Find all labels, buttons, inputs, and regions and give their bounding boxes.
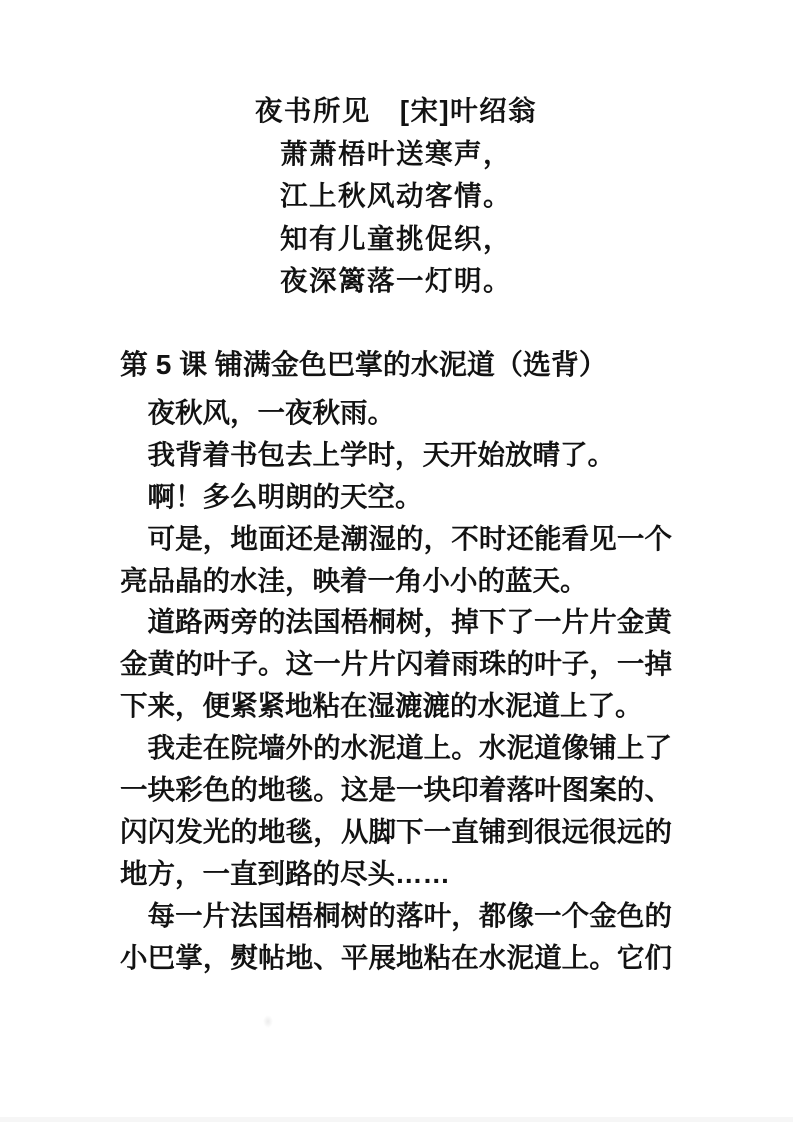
- text-line: 我背着书包去上学时，天开始放晴了。: [147, 438, 615, 470]
- text-line: 小巴掌，熨帖地、平展地粘在水泥道上。它们: [120, 941, 672, 973]
- text-line: 啊！多么明朗的天空。: [147, 480, 423, 512]
- text-line: 亮品晶的水洼，映着一角小小的蓝天。: [120, 564, 588, 596]
- text-line: 一块彩色的地毯。这是一块印着落叶图案的、: [120, 774, 672, 806]
- poem-block: [120, 90, 672, 303]
- page-bottom-edge: [0, 1117, 793, 1122]
- lesson-body: [120, 392, 672, 978]
- text-line: 可是，地面还是潮湿的，不时还能看见一个: [147, 522, 672, 554]
- text-line: 道路两旁的法国梧桐树，掉下了一片片金黄: [147, 606, 672, 638]
- lesson-heading: 第 5 课 铺满金色巴掌的水泥道（选背）: [120, 349, 607, 380]
- text-line: 下来，便紧紧地粘在湿漉漉的水泥道上了。: [120, 690, 643, 722]
- text-line: 金黄的叶子。这一片片闪着雨珠的叶子，一掉: [120, 648, 672, 680]
- poem-lines: [120, 133, 672, 303]
- poem-line: 夜深篱落一灯明。: [280, 265, 512, 296]
- poem-line: 江上秋风动客情。: [280, 180, 512, 211]
- poem-title: 夜书所见 [宋]叶绍翁: [254, 95, 538, 126]
- text-line: 我走在院墙外的水泥道上。水泥道像铺上了: [147, 732, 672, 764]
- text-line: 地方，一直到路的尽头……: [120, 857, 450, 889]
- text-line: 闪闪发光的地毯，从脚下一直铺到很远很远的: [120, 815, 672, 847]
- text-line: 夜秋风，一夜秋雨。: [147, 397, 395, 428]
- scan-smudge: [263, 1015, 273, 1028]
- poem-line: 萧萧梧叶送寒声，: [280, 137, 512, 169]
- poem-line: 知有儿童挑促织，: [280, 222, 512, 254]
- text-line: 每一片法国梧桐树的落叶，都像一个金色的: [147, 899, 672, 931]
